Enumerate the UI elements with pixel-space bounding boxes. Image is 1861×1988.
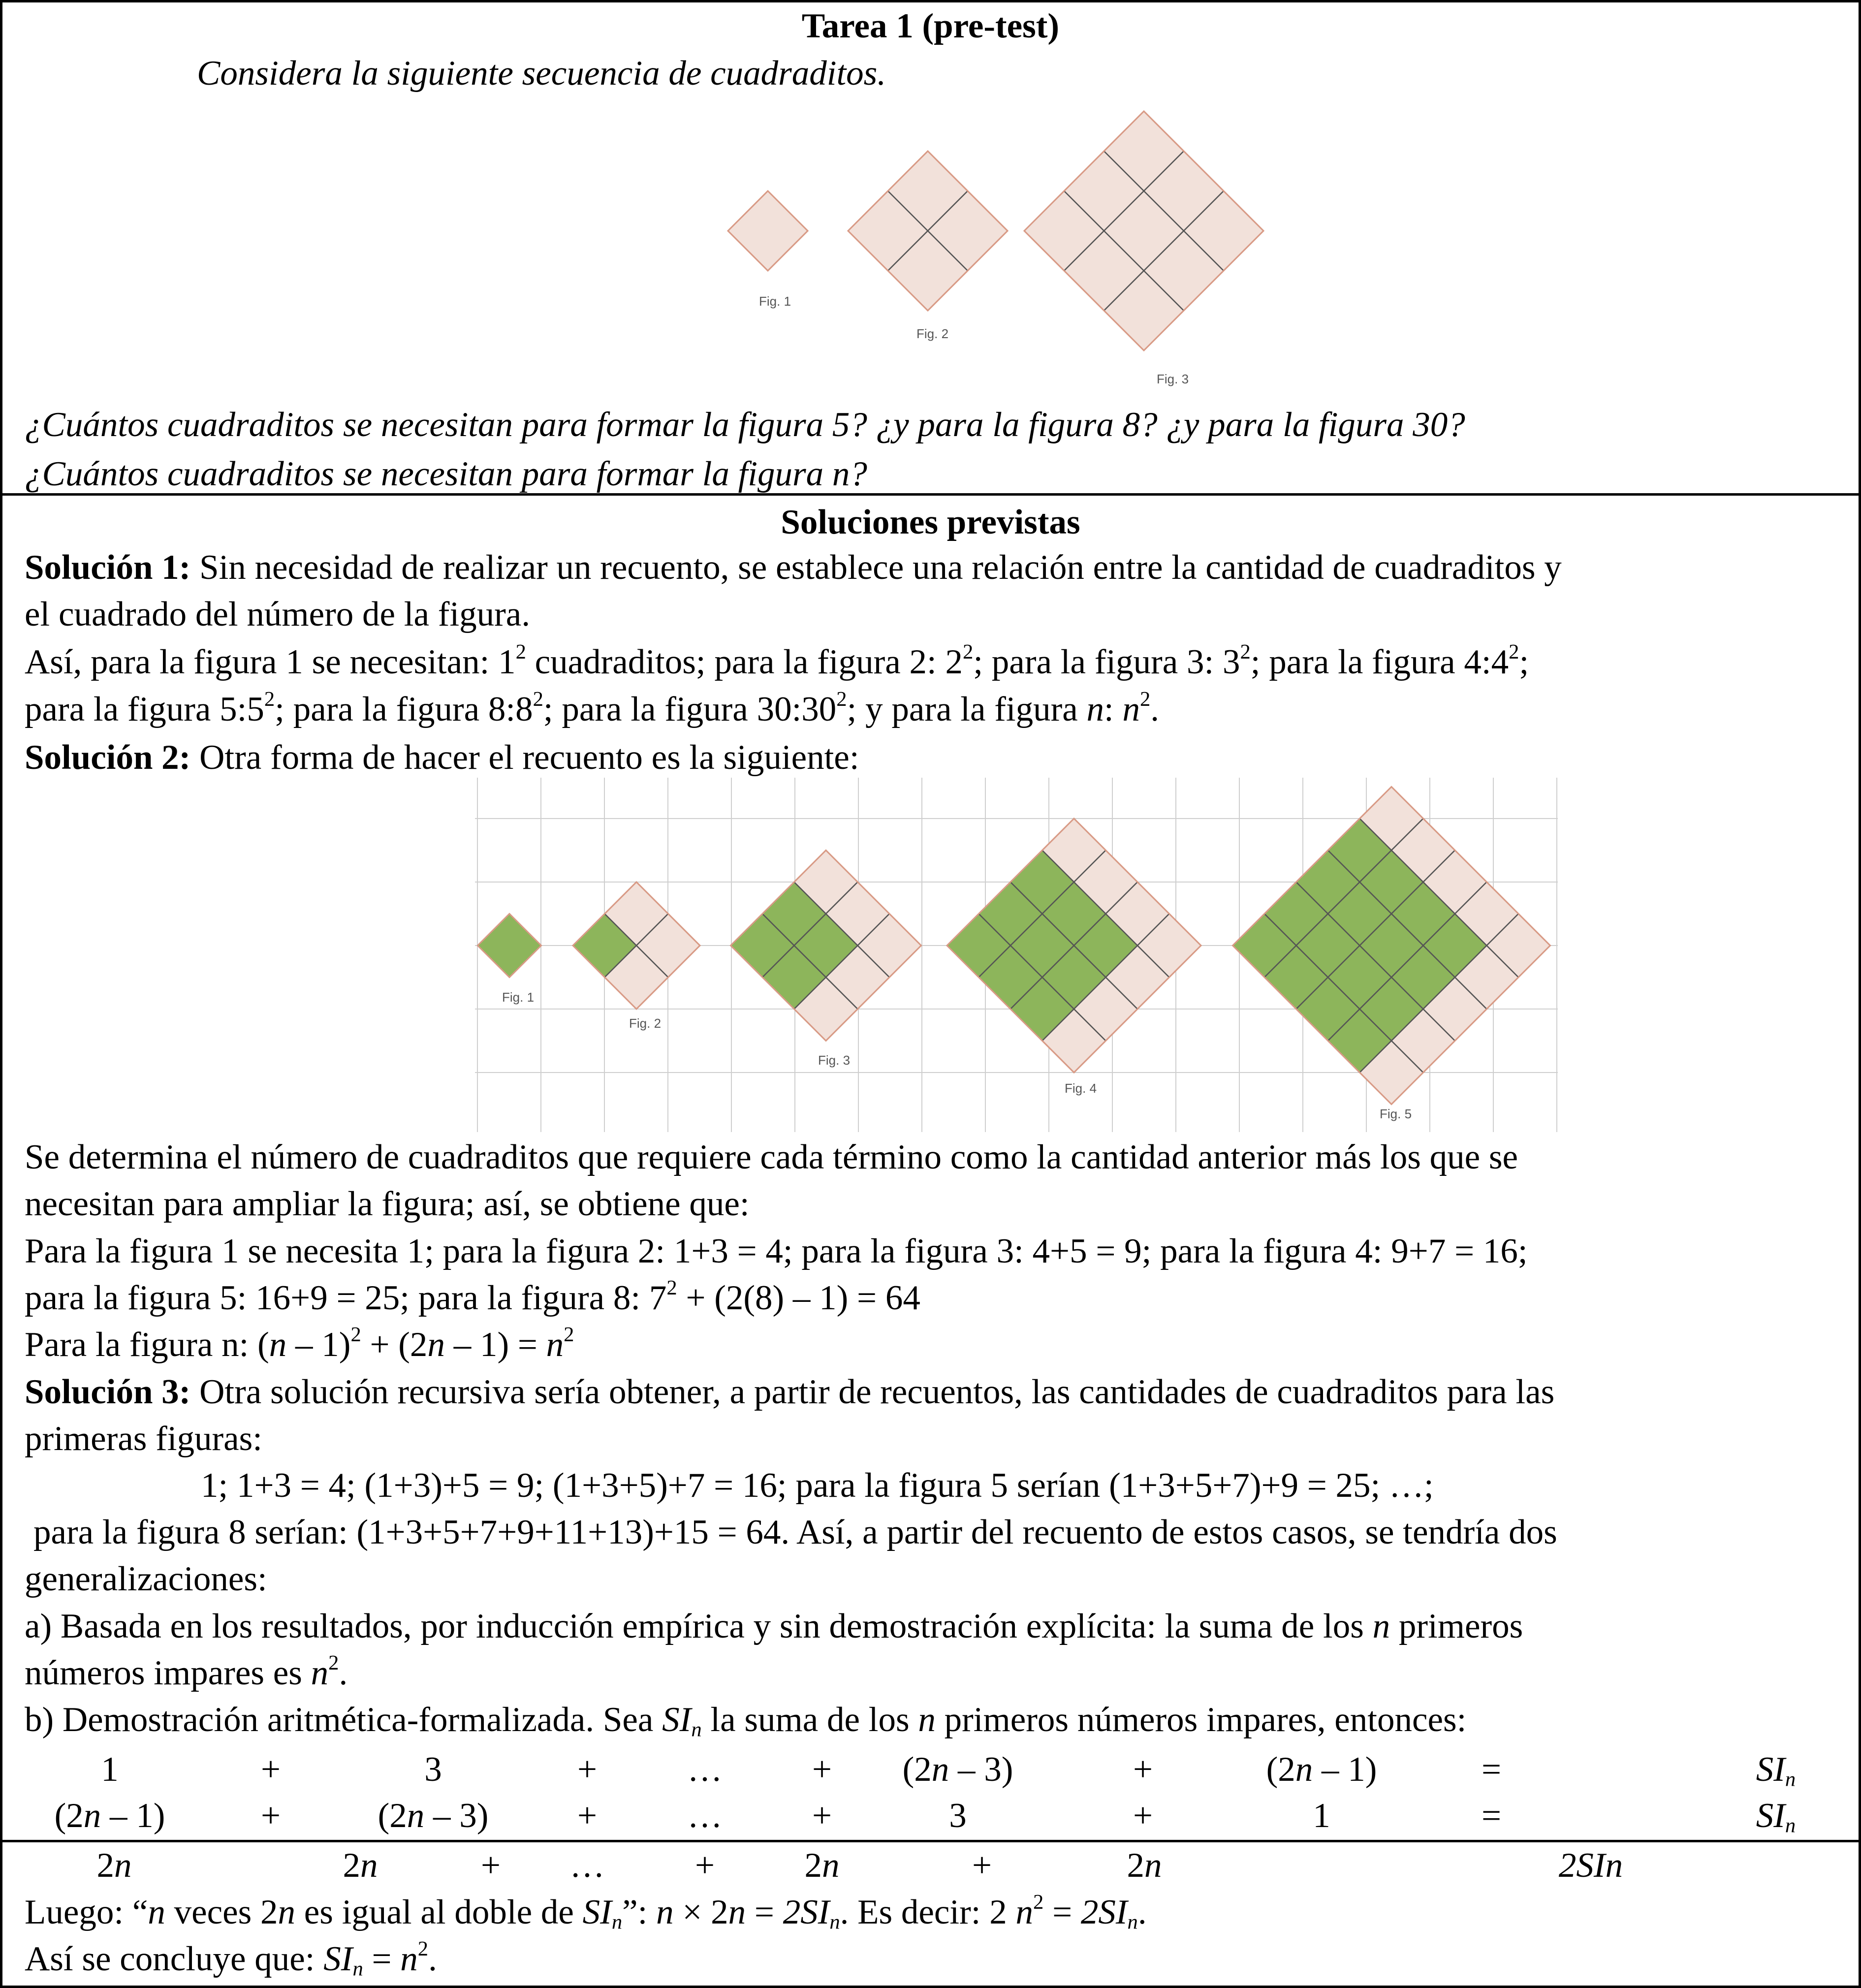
s2-fig-5-label: Fig. 5 [1380, 1106, 1412, 1121]
solution-3-line-1: Solución 3: Otra solución recursiva sería obtener, a partir de recuentos, las cantidades de cuadraditos para las [25, 1373, 1555, 1411]
s2-fig-2-label: Fig. 2 [629, 1016, 662, 1031]
sum-cell: … [687, 1797, 723, 1835]
solution-3-line-4: generalizaciones: [25, 1560, 267, 1598]
solution-3-a-line-2: números impares es $n^2$. [25, 1651, 348, 1692]
task-question-2: ¿Cuántos cuadraditos se necesitan para formar la figura n? [25, 455, 867, 493]
sum-cell: 2SIn [1558, 1846, 1623, 1885]
s2-fig-3-label: Fig. 3 [818, 1053, 851, 1068]
task-intro: Considera la siguiente secuencia de cuadraditos. [197, 54, 886, 93]
sum-cell: + [972, 1846, 992, 1885]
sum-cell: + [577, 1750, 598, 1789]
sum-cell: + [260, 1750, 281, 1789]
solution-2-para-5: Para la figura n: $(n - 1)^2 + (2n - 1) = n^2$ [25, 1323, 574, 1364]
solution-3-sequence: 1; 1+3 = 4; (1+3)+5 = 9; (1+3+5)+7 = 16; para la figura 5 serían (1+3+5+7)+9 = 25; …; [201, 1466, 1434, 1505]
solution-1-line-4: para la figura $5:5^2$; para la figura $8:8^2$; para la figura $30:30^2$; y para la figura n: $n^2$. [25, 688, 1160, 728]
sum-cell: (2n – 3) [902, 1750, 1013, 1789]
solution-2-para-4: para la figura 5: 16+9 = 25; para la figura 8: $7^2 + (2(8) - 1) = 64$ [25, 1276, 920, 1317]
sum-cell: … [687, 1750, 723, 1789]
sum-cell: 2n [343, 1846, 378, 1885]
solution-3-a-line-1: a) Basada en los resultados, por inducción empírica y sin demostración explícita: la suma de los n primeros [25, 1607, 1523, 1645]
s2-fig-5 [1233, 787, 1550, 1104]
sum-cell: … [569, 1846, 605, 1885]
sum-cell: + [577, 1797, 598, 1835]
task-title: Tarea 1 (pre-test) [801, 7, 1060, 45]
solution-3-b-line: b) Demostración aritmética-formalizada. Sea $SI_n$ la suma de los n primeros números impares, entonces: [25, 1701, 1467, 1741]
sum-cell: 2n [804, 1846, 840, 1885]
sum-cell: + [812, 1797, 832, 1835]
sum-cell: = [1481, 1797, 1502, 1835]
task-fig-3-label: Fig. 3 [1157, 372, 1189, 386]
divider-sum-row [0, 1840, 1861, 1842]
task-fig-3 [1024, 111, 1263, 350]
sum-cell: 3 [424, 1750, 442, 1789]
sum-cell: + [812, 1750, 832, 1789]
solution-1-line-3: Así, para la figura 1 se necesitan: $1^2$ cuadraditos; para la figura 2: $2^2$; para la figura 3: $3^2$; para la figura $4:4^2$; [25, 640, 1529, 681]
conclusion-line-2: Así se concluye que: $SI_n = n^2$. [25, 1937, 437, 1981]
sum-cell: $SI_n$ [1756, 1750, 1796, 1791]
task-fig-1-cell [728, 191, 808, 271]
conclusion-line-1: Luego: “n veces 2n es igual al doble de $SI_n$”: $n \times 2n = 2SI_n$. Es decir: 2 $n^2 = 2SI_n$. [25, 1891, 1147, 1934]
task-question-1: ¿Cuántos cuadraditos se necesitan para formar la figura 5? ¿y para la figura 8? ¿y para la figura 30? [25, 406, 1465, 444]
sum-cell: 2n [1127, 1846, 1162, 1885]
s2-fig-4-label: Fig. 4 [1065, 1081, 1097, 1096]
task-fig-1-label: Fig. 1 [759, 294, 791, 309]
sum-cell: 1 [1313, 1797, 1330, 1835]
sum-cell: (2n – 1) [54, 1797, 165, 1835]
sum-cell: $SI_n$ [1756, 1797, 1796, 1837]
solution-2-para-3: Para la figura 1 se necesita 1; para la figura 2: 1+3 = 4; para la figura 3: 4+5 = 9; para la figura 4: 9+7 = 16; [25, 1232, 1528, 1270]
sum-cell: + [1133, 1797, 1153, 1835]
solution-2-para-1: Se determina el número de cuadraditos que requiere cada término como la cantidad anterior más los que se [25, 1138, 1518, 1176]
s2-fig-1-cell [478, 914, 541, 978]
solution-2-para-2: necesitan para ampliar la figura; así, se obtiene que: [25, 1185, 750, 1223]
sum-cell: + [1133, 1750, 1153, 1789]
s2-fig-3 [731, 851, 921, 1041]
solution-2-intro: Solución 2: Otra forma de hacer el recuento es la siguiente: [25, 738, 859, 777]
sum-cell: 2n [96, 1846, 132, 1885]
s2-fig-1 [478, 914, 541, 978]
sum-cell: + [694, 1846, 715, 1885]
task-fig-2 [848, 151, 1008, 311]
sum-cell: 1 [101, 1750, 119, 1789]
sum-cell: (2n – 3) [378, 1797, 489, 1835]
sum-cell: + [480, 1846, 501, 1885]
solution-1-line-2: el cuadrado del número de la figura. [25, 595, 531, 633]
task-fig-1 [728, 191, 808, 271]
task-figures [714, 106, 1304, 396]
solution-3-line-3: para la figura 8 serían: (1+3+5+7+9+11+13)+15 = 64. Así, a partir del recuento de estos casos, se tendría dos [33, 1513, 1557, 1551]
sum-cell: (2n – 1) [1266, 1750, 1377, 1789]
task-fig-2-label: Fig. 2 [916, 326, 949, 341]
solutions-title: Soluciones previstas [781, 503, 1080, 541]
solution-1-line-1: Solución 1: Sin necesidad de realizar un recuento, se establece una relación entre la cantidad de cuadraditos y [25, 548, 1562, 587]
s2-fig-1-label: Fig. 1 [502, 990, 535, 1005]
sum-cell: + [260, 1797, 281, 1835]
solution-2-figures [475, 778, 1558, 1132]
s2-fig-2 [573, 882, 700, 1009]
solution-3-line-2: primeras figuras: [25, 1420, 263, 1458]
sum-cell: 3 [949, 1797, 967, 1835]
sum-cell: = [1481, 1750, 1502, 1789]
